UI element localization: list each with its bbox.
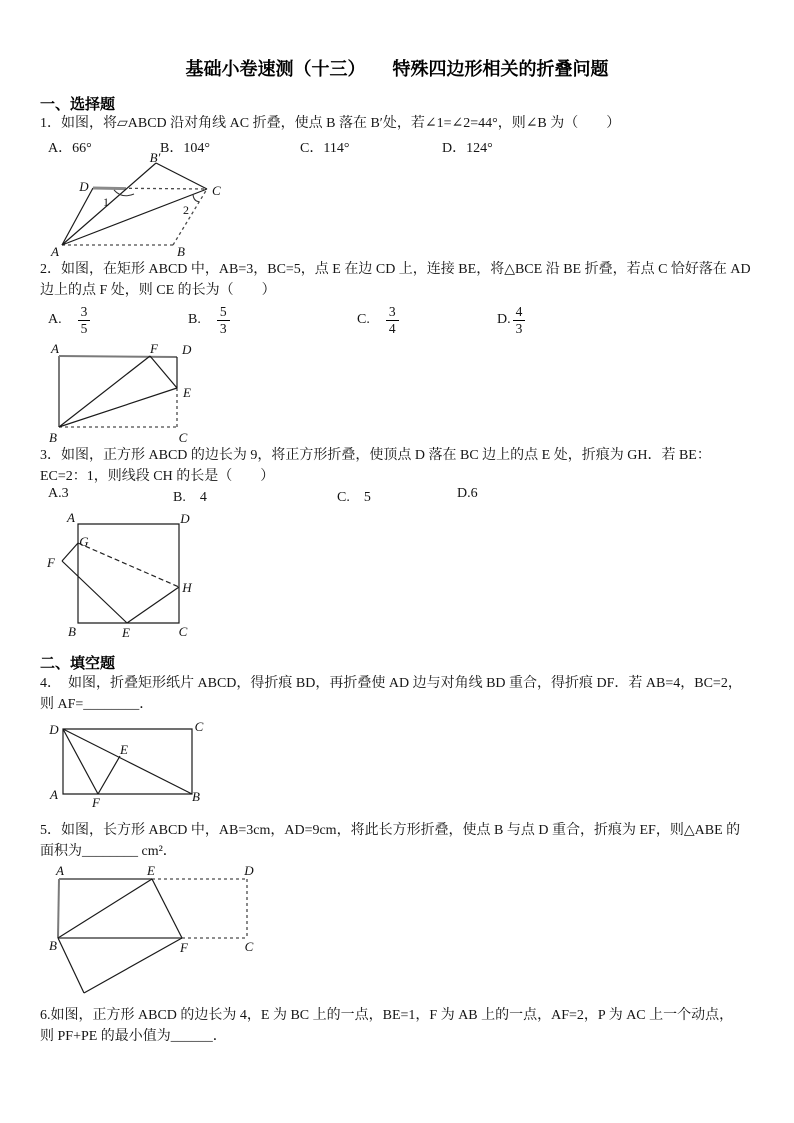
- q2-option-a-fraction: [78, 304, 91, 337]
- q4-vertex-b: B: [192, 789, 200, 804]
- q2-option-a-denominator: 5: [80, 320, 88, 336]
- q4-vertex-a: A: [50, 787, 58, 802]
- q3-vertex-a: A: [67, 510, 75, 525]
- q3-vertex-h: H: [182, 580, 192, 595]
- q5-vertex-b: B: [49, 938, 57, 953]
- q2-vertex-c: C: [178, 430, 188, 445]
- q6-text-line-2: 则 PF+PE 的最小值为______．: [40, 1029, 227, 1044]
- q2-option-c-label: C.: [357, 312, 370, 327]
- q1-vertex-d: D: [79, 179, 89, 194]
- q5-vertex-c: C: [244, 939, 254, 954]
- section-blank-heading: 二、填空题: [40, 655, 116, 672]
- q2-vertex-a: A: [51, 341, 59, 356]
- q3-vertex-c: C: [178, 624, 188, 639]
- q3-option-a: A.3: [48, 486, 69, 501]
- q2-option-d-numerator: 4: [513, 304, 526, 321]
- q6-text-line-1: 6.如图，正方形 ABCD 的边长为 4，E 为 BC 上的一点，BE=1，F 为 AB 上的一点，AF=2，P 为 AC 上一个动点，: [40, 1008, 734, 1023]
- q4-text-line-2: 则 AF=________．: [40, 697, 154, 712]
- q1-option-d: D．124°: [442, 141, 493, 156]
- q3-text-line-2: EC=2：1，则线段 CH 的长是（ ）: [40, 469, 275, 484]
- q2-vertex-d: D: [182, 342, 192, 357]
- q4-text-line-1: 4． 如图，折叠矩形纸片 ABCD，得折痕 BD，再折叠使 AD 边与对角线 BD 重合，得折痕 DF．若 AB=4，BC=2，: [40, 676, 742, 691]
- q3-vertex-e: E: [122, 625, 130, 640]
- q2-option-b-label: B.: [188, 312, 201, 327]
- q5-figure: [40, 862, 272, 1002]
- q2-option-a: [48, 300, 90, 340]
- q3-figure: [40, 508, 210, 644]
- q4-figure: [40, 716, 225, 812]
- q2-option-b: [188, 300, 230, 340]
- q2-figure: [40, 342, 215, 446]
- q5-text-line-2: 面积为________ cm²．: [40, 844, 177, 859]
- q3-vertex-b: B: [68, 624, 76, 639]
- q1-option-a: A．66°: [48, 141, 92, 156]
- q5-figure-lines: [58, 879, 247, 993]
- q2-figure-lines: [59, 356, 177, 427]
- q1-option-b: B．104°: [160, 141, 210, 156]
- q1-vertex-a: A: [51, 244, 59, 259]
- q2-text-line-2: 边上的点 F 处，则 CE 的长为（ ）: [40, 283, 276, 298]
- q2-option-c-fraction: [386, 304, 399, 337]
- q3-vertex-g: G: [79, 534, 89, 549]
- q2-option-a-numerator: 3: [78, 304, 91, 321]
- q4-figure-lines: [63, 729, 192, 794]
- q2-option-c: [357, 300, 399, 340]
- section-choice-heading: 一、选择题: [40, 96, 116, 113]
- q1-angle-2-label: 2: [183, 203, 189, 217]
- q2-option-b-fraction: [217, 304, 230, 337]
- q4-vertex-e: E: [120, 742, 128, 757]
- q5-vertex-e: E: [147, 863, 155, 878]
- q2-option-c-numerator: 3: [386, 304, 399, 321]
- q4-vertex-c: C: [194, 719, 204, 734]
- q4-vertex-d: D: [49, 722, 59, 737]
- q2-option-a-label: A.: [48, 312, 62, 327]
- q1-vertex-c: C: [212, 183, 221, 198]
- q5-vertex-a: A: [56, 863, 64, 878]
- q5-vertex-f: F: [180, 940, 188, 955]
- q2-options: [0, 300, 794, 340]
- page-title: 基础小卷速测（十三） 特殊四边形相关的折叠问题: [185, 59, 609, 79]
- q3-option-b: B. 4: [173, 490, 207, 505]
- q5-text-line-1: 5．如图，长方形 ABCD 中，AB=3cm，AD=9cm，将此长方形折叠，使点 B 与点 D 重合，折痕为 EF，则△ABE 的: [40, 823, 741, 838]
- q3-vertex-f: F: [47, 555, 55, 570]
- q1-vertex-b-prime: B′: [149, 150, 161, 165]
- q3-text-line-1: 3．如图，正方形 ABCD 的边长为 9，将正方形折叠，使顶点 D 落在 BC 边上的点 E 处，折痕为 GH．若 BE：: [40, 448, 711, 463]
- q3-options: [0, 486, 794, 506]
- q2-option-d-label: D.: [497, 312, 511, 327]
- q2-option-b-denominator: 3: [219, 320, 227, 336]
- q1-text: 1．如图，将▱ABCD 沿对角线 AC 折叠，使点 B 落在 B′处，若∠1=∠2=44°，则∠B 为（ ）: [40, 116, 621, 131]
- q2-option-d-fraction: [513, 304, 526, 337]
- q2-option-d-denominator: 3: [515, 320, 523, 336]
- q2-vertex-b: B: [49, 430, 57, 445]
- q2-option-b-numerator: 5: [217, 304, 230, 321]
- q4-vertex-f: F: [92, 795, 100, 810]
- q1-vertex-b: B: [177, 244, 185, 259]
- q3-option-d: D.6: [457, 486, 478, 501]
- q3-vertex-d: D: [180, 511, 190, 526]
- q2-text-line-1: 2．如图，在矩形 ABCD 中，AB=3，BC=5，点 E 在边 CD 上，连接 BE，将△BCE 沿 BE 折叠，若点 C 恰好落在 AD: [40, 262, 751, 277]
- q2-option-d: [497, 300, 525, 340]
- q1-option-c: C．114°: [300, 141, 350, 156]
- q5-vertex-d: D: [244, 863, 254, 878]
- q1-figure: [38, 150, 270, 259]
- q3-option-c: C. 5: [337, 490, 371, 505]
- q2-vertex-f: F: [150, 341, 158, 356]
- q2-vertex-e: E: [183, 385, 191, 400]
- q1-angle-1-label: 1: [103, 195, 109, 209]
- q2-option-c-denominator: 4: [388, 320, 396, 336]
